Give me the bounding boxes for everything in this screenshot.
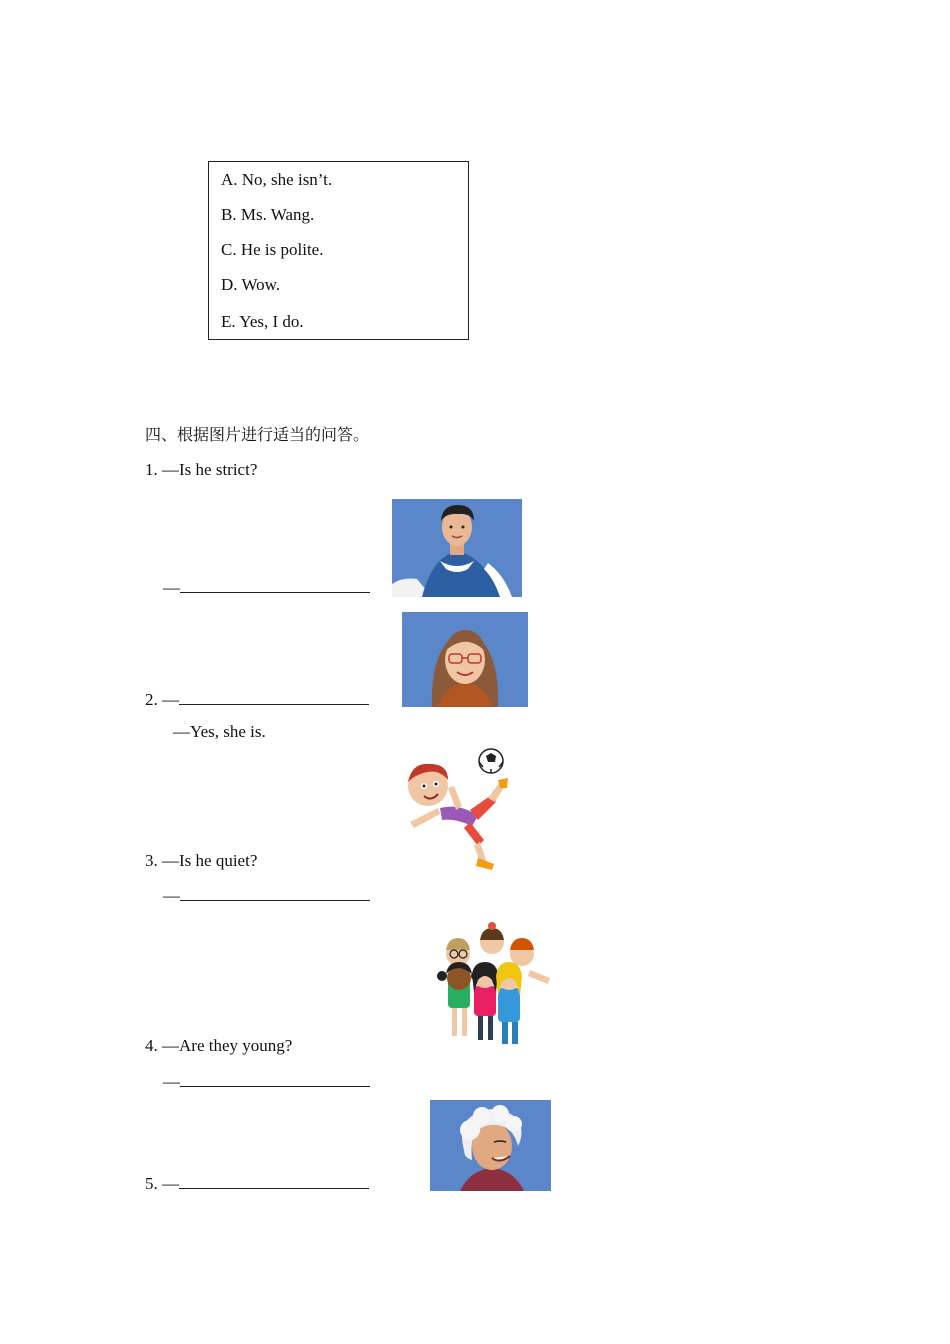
question-3 <box>145 851 257 871</box>
answer-4-dash: — <box>163 1072 180 1091</box>
question-1 <box>145 460 257 480</box>
option-a: A. No, she isn’t. <box>221 170 333 189</box>
answer-2-text: —Yes, she is. <box>173 722 266 741</box>
question-2-number: 2. <box>145 690 158 709</box>
option-e: E. Yes, I do. <box>221 312 304 331</box>
question-5-dash: — <box>162 1174 179 1193</box>
answer-3-blank[interactable] <box>180 886 370 901</box>
old-woman-image <box>430 1100 551 1191</box>
question-2-blank[interactable] <box>179 690 369 705</box>
question-5-blank[interactable] <box>179 1174 369 1189</box>
boy-kicking-ball-image <box>400 748 510 870</box>
option-c: C. He is polite. <box>221 240 324 259</box>
woman-with-glasses-image <box>402 612 528 707</box>
answer-1-blank[interactable] <box>180 578 370 593</box>
question-1-text: —Is he strict? <box>162 460 258 479</box>
section-title: 四、根据图片进行适当的问答。 <box>145 425 370 444</box>
option-d: D. Wow. <box>221 275 281 294</box>
option-b: B. Ms. Wang. <box>221 205 315 224</box>
answer-1-line <box>163 578 370 598</box>
question-4-number: 4. <box>145 1036 158 1055</box>
answer-4-line <box>163 1072 370 1092</box>
question-2 <box>145 690 369 710</box>
answer-4-blank[interactable] <box>180 1072 370 1087</box>
answer-1-dash: — <box>163 578 180 597</box>
question-4-text: —Are they young? <box>162 1036 293 1055</box>
answer-3-dash: — <box>163 886 180 905</box>
group-of-kids-image <box>434 922 552 1050</box>
answer-options-box <box>208 161 469 340</box>
question-3-number: 3. <box>145 851 158 870</box>
question-1-number: 1. <box>145 460 158 479</box>
man-teacher-image <box>392 499 522 597</box>
question-3-text: —Is he quiet? <box>162 851 258 870</box>
question-5-number: 5. <box>145 1174 158 1193</box>
answer-3-line <box>163 886 370 906</box>
question-2-dash: — <box>162 690 179 709</box>
question-4 <box>145 1036 292 1056</box>
question-5 <box>145 1174 369 1194</box>
